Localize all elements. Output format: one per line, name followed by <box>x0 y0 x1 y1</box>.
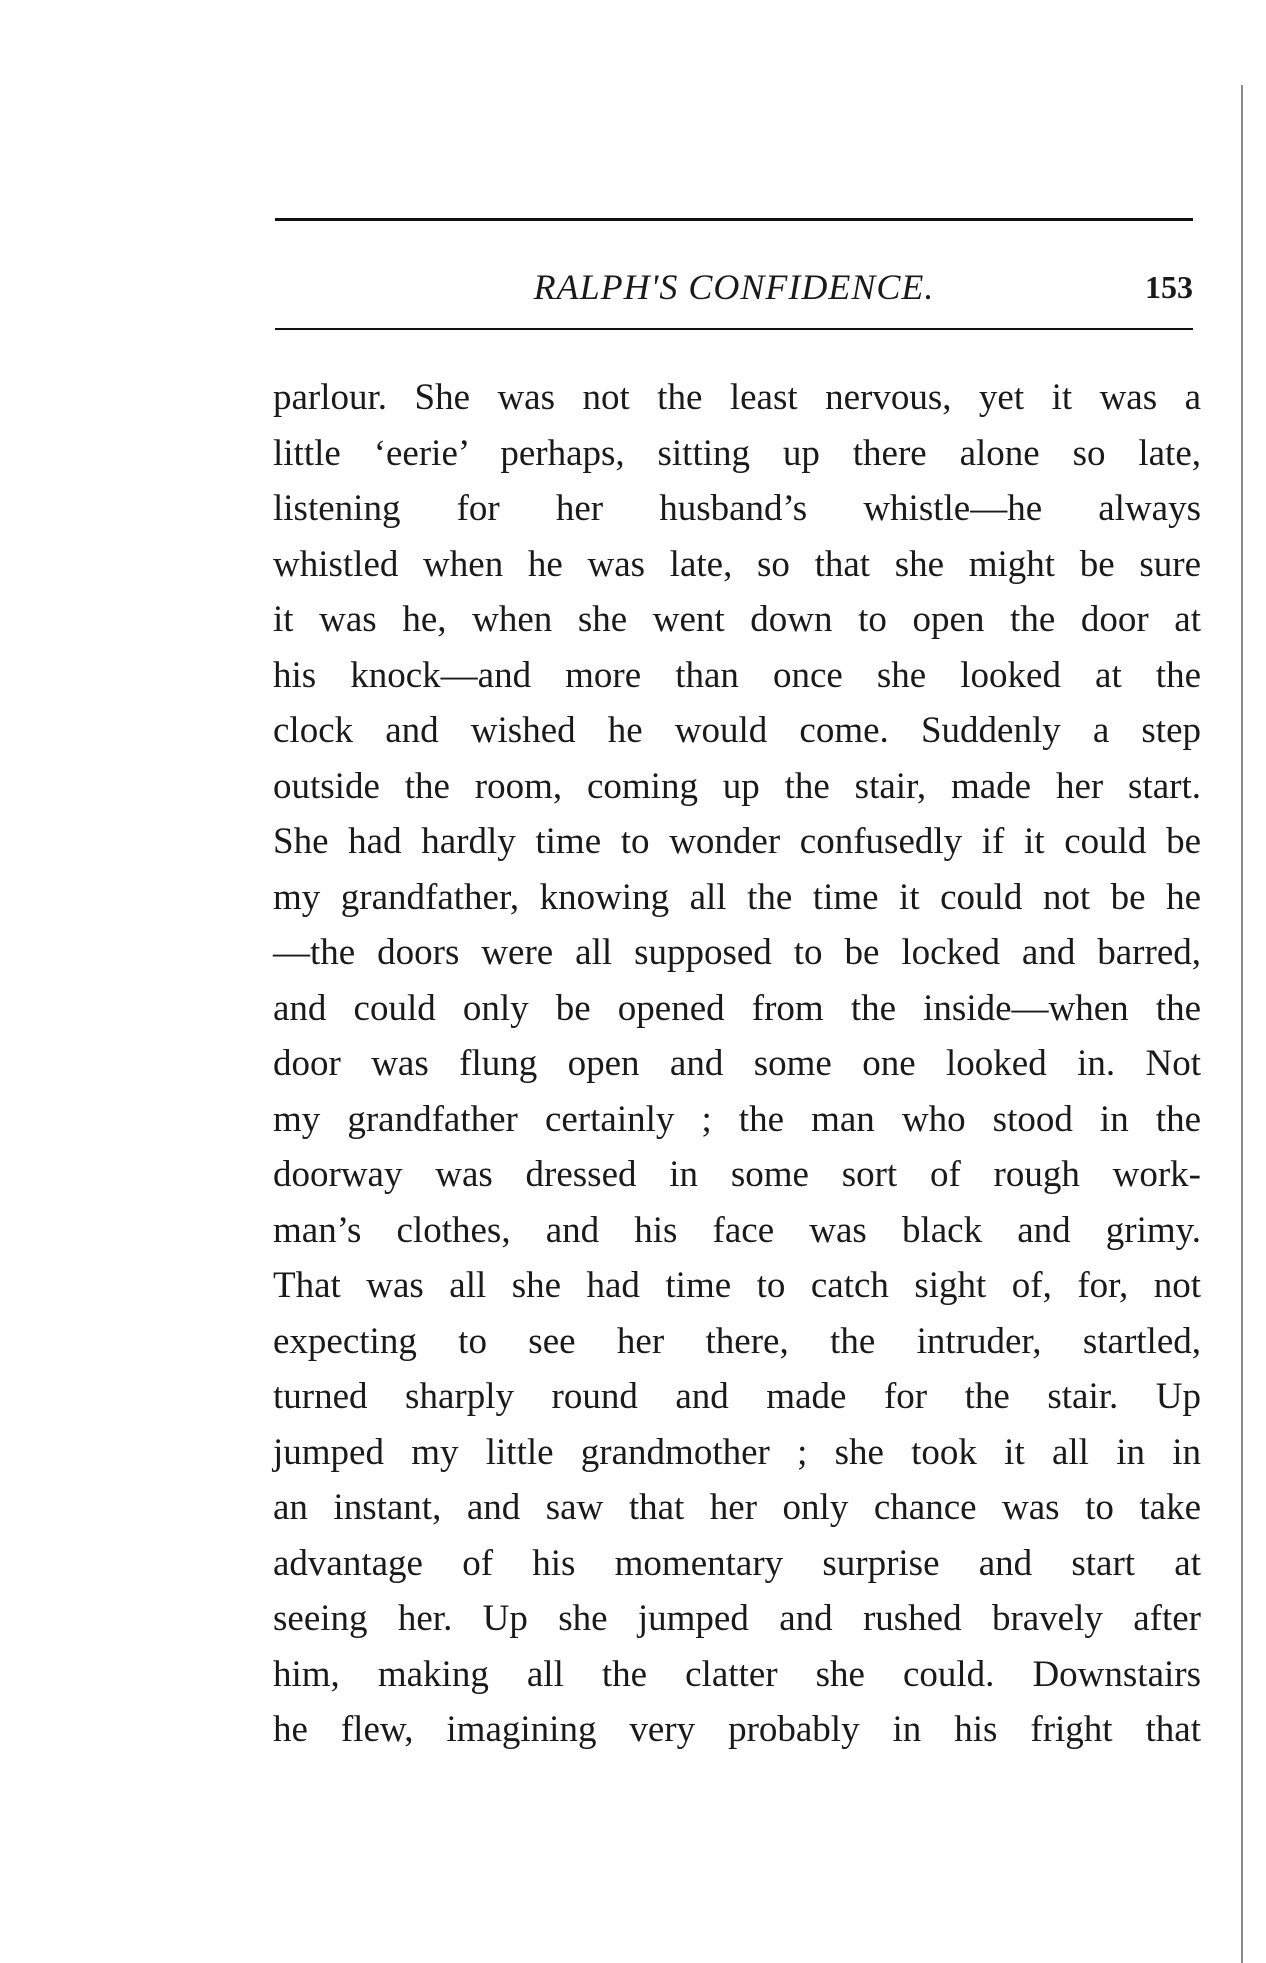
text-line: doorway was dressed in some sort of rough work- <box>273 1154 1201 1195</box>
text-line: clock and wished he would come. Suddenly a step <box>273 710 1201 751</box>
text-line: outside the room, coming up the stair, made her start. <box>273 765 1201 807</box>
text-line: door was flung open and some one looked in. Not <box>273 1043 1201 1084</box>
header-rule-bottom <box>275 328 1193 330</box>
text-line: turned sharply round and made for the stair. Up <box>273 1376 1201 1417</box>
text-line: my grandfather, knowing all the time it could not be he <box>273 876 1201 918</box>
text-line: parlour. She was not the least nervous, yet it was a <box>273 377 1201 418</box>
page-gutter-line <box>1241 85 1243 1963</box>
text-line: my grandfather certainly ; the man who stood in the <box>273 1098 1201 1140</box>
running-title: RALPH'S CONFIDENCE. <box>533 267 935 307</box>
text-line: seeing her. Up she jumped and rushed bravely after <box>273 1598 1201 1639</box>
text-line: man’s clothes, and his face was black and grimy. <box>273 1209 1201 1251</box>
text-line: he flew, imagining very probably in his fright that <box>273 1709 1201 1750</box>
text-line: advantage of his momentary surprise and start at <box>273 1542 1201 1584</box>
body-text <box>273 370 1201 1758</box>
text-line: She had hardly time to wonder confusedly if it could be <box>273 821 1201 862</box>
header-rule-top <box>275 218 1193 221</box>
page-number: 153 <box>1145 269 1193 305</box>
running-head <box>275 262 1193 312</box>
text-line: expecting to see her there, the intruder, startled, <box>273 1320 1201 1362</box>
text-line: it was he, when she went down to open the door at <box>273 599 1201 640</box>
text-line: —the doors were all supposed to be locked and barred, <box>273 932 1201 973</box>
text-line: little ‘eerie’ perhaps, sitting up there alone so late, <box>273 432 1201 474</box>
text-line: his knock—and more than once she looked at the <box>273 654 1201 696</box>
text-line: listening for her husband’s whistle—he always <box>273 488 1201 529</box>
text-line: That was all she had time to catch sight of, for, not <box>273 1265 1201 1306</box>
text-line: and could only be opened from the inside—when the <box>273 987 1201 1029</box>
text-line: an instant, and saw that her only chance was to take <box>273 1487 1201 1528</box>
text-line: him, making all the clatter she could. Downstairs <box>273 1653 1201 1695</box>
text-line: jumped my little grandmother ; she took it all in in <box>273 1431 1201 1473</box>
text-line: whistled when he was late, so that she might be sure <box>273 543 1201 585</box>
